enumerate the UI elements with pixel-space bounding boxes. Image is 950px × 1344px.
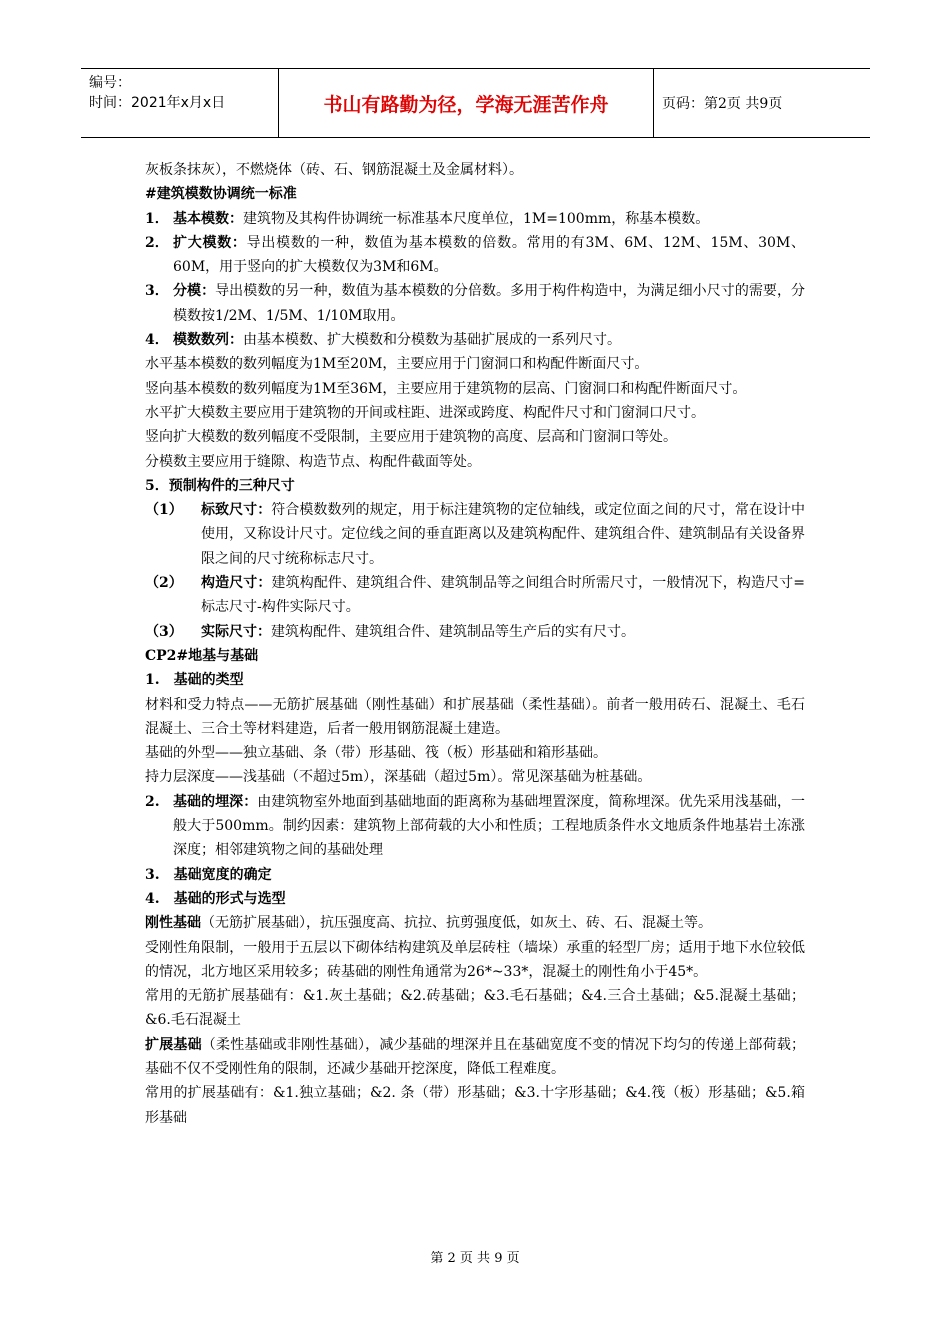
term: 扩展基础 [145,1036,202,1053]
paragraph: 分模数主要应用于缝隙、构造节点、构配件截面等处。 [145,453,481,470]
doc-number-label: 编号： [89,75,131,91]
paragraph: 持力层深度——浅基础（不超过5m），深基础（超过5m）。常见深基础为桩基础。 [145,769,652,786]
paragraph [145,1033,805,1082]
term: 实际尺寸： [201,623,271,640]
list-heading: 1. 基础的类型 [145,672,244,689]
term: 标致尺寸： [201,502,272,519]
definition: 建筑构配件、建筑组合件、建筑制品等生产后的实有尺寸。 [271,623,635,640]
list-number: 3． [145,283,169,300]
paragraph: 受刚性角限制，一般用于五层以下砌体结构建筑及单层砖柱（墙垛）承重的轻型厂房；适用于地下水位较低的情况，北方地区采用较多；砖基础的刚性角通常为26*~33*，混凝土的刚性角小于45*。 [145,939,805,980]
definition: （柔性基础或非刚性基础），减少基础的埋深并且在基础宽度不变的情况下均匀的传递上部荷载；基础不仅不受刚性角的限制，还减少基础开挖深度，降低工程难度。 [145,1036,806,1077]
paragraph: 竖向扩大模数的数列幅度不受限制，主要应用于建筑物的高度、层高和门窗洞口等处。 [145,429,677,446]
definition: （无筋扩展基础），抗压强度高、抗拉、抗剪强度低，如灰土、砖、石、混凝土等。 [201,915,712,932]
page-header [81,68,870,138]
sub-list-item [145,498,805,571]
paragraph: 水平基本模数的数列幅度为1M至20M，主要应用于门窗洞口和构配件断面尺寸。 [145,356,649,373]
list-heading: 4. 基础的形式与选型 [145,890,286,907]
section-heading-modulus: #建筑模数协调统一标准 [145,186,297,203]
list-number: 2. [145,793,160,810]
list-number: 1． [145,210,169,227]
paragraph: 基础的外型——独立基础、条（带）形基础、筏（板）形基础和箱形基础。 [145,745,607,762]
list-item [145,279,805,328]
paragraph: 常用的无筋扩展基础有：&1.灰土基础；&2.砖基础；&3.毛石基础；&4.三合土基础；&5.混凝土基础；&6.毛石混凝土 [145,988,805,1029]
term: 分模： [173,283,216,300]
list-item [145,207,805,231]
sub-list-item [145,620,805,644]
sub-list-number: （1） [145,502,183,519]
list-item [145,328,805,352]
paragraph: 水平扩大模数主要应用于建筑物的开间或柱距、进深或跨度、构配件尺寸和门窗洞口尺寸。 [145,404,705,421]
list-item [145,790,805,863]
doc-date-label: 时间：2021年x月x日 [89,95,226,111]
header-motto: 书山有路勤为径，学海无涯苦作舟 [279,69,654,137]
definition: 符合模数数列的规定，用于标注建筑物的定位轴线，或定位面之间的尺寸，常在设计中使用，又称设计尺寸。定位线之间的垂直距离以及建筑构配件、建筑组合件、建筑制品有关设备界限之间的尺寸统称标志尺寸。 [201,502,806,567]
sub-list-number: （2） [145,575,183,592]
sub-list-item [145,571,805,620]
header-meta [81,69,279,137]
term: 模数数列： [173,332,243,349]
list-number: 4． [145,332,169,349]
list-heading: 3. 基础宽度的确定 [145,866,272,883]
paragraph: 竖向基本模数的数列幅度为1M至36M，主要应用于建筑物的层高、门窗洞口和构配件断面尺寸。 [145,380,747,397]
definition: 由基本模数、扩大模数和分模数为基础扩展成的一系列尺寸。 [243,332,621,349]
sub-list-number: （3） [145,623,183,640]
intro-paragraph: 灰板条抹灰），不燃烧体（砖、石、钢筋混凝土及金属材料）。 [145,162,523,178]
paragraph: 常用的扩展基础有：&1.独立基础；&2. 条（带）形基础；&3.十字形基础；&4.筏（板）形基础；&5.箱形基础 [145,1085,805,1126]
list-number: 2． [145,234,169,251]
list-item [145,231,805,280]
definition: 由建筑物室外地面到基础地面的距离称为基础埋置深度，简称埋深。优先采用浅基础，一般大于500mm。制约因素：建筑物上部荷载的大小和性质；工程地质条件水文地质条件地基岩土冻涨深度；相邻建筑物之间的基础处理 [173,793,806,859]
paragraph: 材料和受力特点——无筋扩展基础（刚性基础）和扩展基础（柔性基础）。前者一般用砖石、混凝土、毛石混凝土、三合土等材料建造，后者一般用钢筋混凝土建造。 [145,696,805,737]
definition: 导出模数的另一种，数值为基本模数的分倍数。多用于构件构造中，为满足细小尺寸的需要，分模数按1/2M、1/5M、1/10M取用。 [173,283,806,324]
term: 基础的埋深： [173,793,258,810]
header-page-info: 页码：第2页 共9页 [662,96,783,112]
page-footer: 第 2 页 共 9 页 [430,1251,520,1266]
chapter-heading: CP2#地基与基础 [145,647,259,664]
definition: 建筑构配件、建筑组合件、建筑制品等之间组合时所需尺寸，一般情况下，构造尺寸=标志尺寸-构件实际尺寸。 [201,575,806,616]
definition: 导出模数的一种，数值为基本模数的倍数。常用的有3M、6M、12M、15M、30M、60M，用于竖向的扩大模数仅为3M和6M。 [173,234,806,276]
list-heading: 5．预制构件的三种尺寸 [145,477,295,494]
term: 刚性基础 [145,915,201,932]
paragraph [145,911,805,935]
term: 扩大模数： [173,234,247,251]
term: 构造尺寸： [201,575,272,592]
definition: 建筑物及其构件协调统一标准基本尺度单位，1M=100mm，称基本模数。 [243,210,710,227]
document-body [145,158,805,1130]
term: 基本模数： [173,210,243,227]
